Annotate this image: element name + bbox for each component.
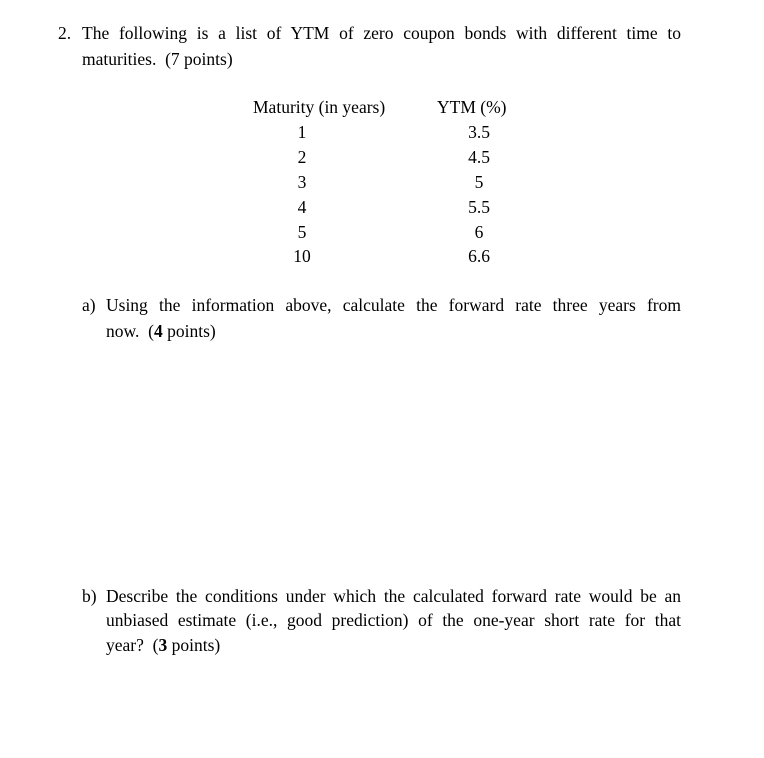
part-a-points: (4 points) — [148, 321, 216, 341]
part-a-points-number: 4 — [153, 321, 163, 341]
part-b-text-line-1: Describe the conditions under which the calculated forward rate would be an — [106, 586, 681, 606]
table-cell-ytm: 6.6 — [468, 246, 490, 266]
table-cell-maturity: 2 — [297, 147, 307, 167]
part-b-points: (3 points) — [152, 635, 221, 655]
question-text-line-1: The following is a list of YTM of zero coupon bonds with different time to — [82, 23, 681, 43]
table-cell-maturity: 3 — [297, 172, 307, 192]
part-a-text-line-2 — [106, 323, 216, 341]
table-cell-ytm: 5.5 — [468, 197, 490, 217]
table-cell-maturity: 4 — [297, 197, 307, 217]
table-cell-maturity: 5 — [297, 222, 307, 242]
part-a-label: a) — [82, 295, 96, 315]
part-b-label: b) — [82, 586, 97, 606]
part-b-text-line-2: unbiased estimate (i.e., good prediction) of the one-year short rate for that — [106, 610, 681, 630]
table-cell-ytm: 5 — [474, 172, 484, 192]
table-cell-ytm: 4.5 — [468, 147, 490, 167]
table-header-maturity: Maturity (in years) — [253, 97, 386, 117]
question-points: (7 points) — [165, 49, 233, 69]
part-a-text-line-1: Using the information above, calculate the forward rate three years from — [106, 295, 681, 315]
table-cell-ytm: 6 — [474, 222, 484, 242]
question-number: 2. — [58, 23, 72, 43]
question-text-end: maturities. — [82, 49, 157, 69]
part-b-points-number: 3 — [158, 635, 168, 655]
table-cell-maturity: 10 — [293, 246, 311, 266]
table-header-ytm: YTM (%) — [437, 97, 507, 117]
part-b-text-line-3 — [106, 637, 220, 655]
table-cell-maturity: 1 — [297, 122, 307, 142]
part-b-text-end: year? — [106, 635, 144, 655]
part-a-text-end: now. — [106, 321, 140, 341]
table-cell-ytm: 3.5 — [468, 122, 490, 142]
question-text-line-2 — [82, 51, 233, 69]
